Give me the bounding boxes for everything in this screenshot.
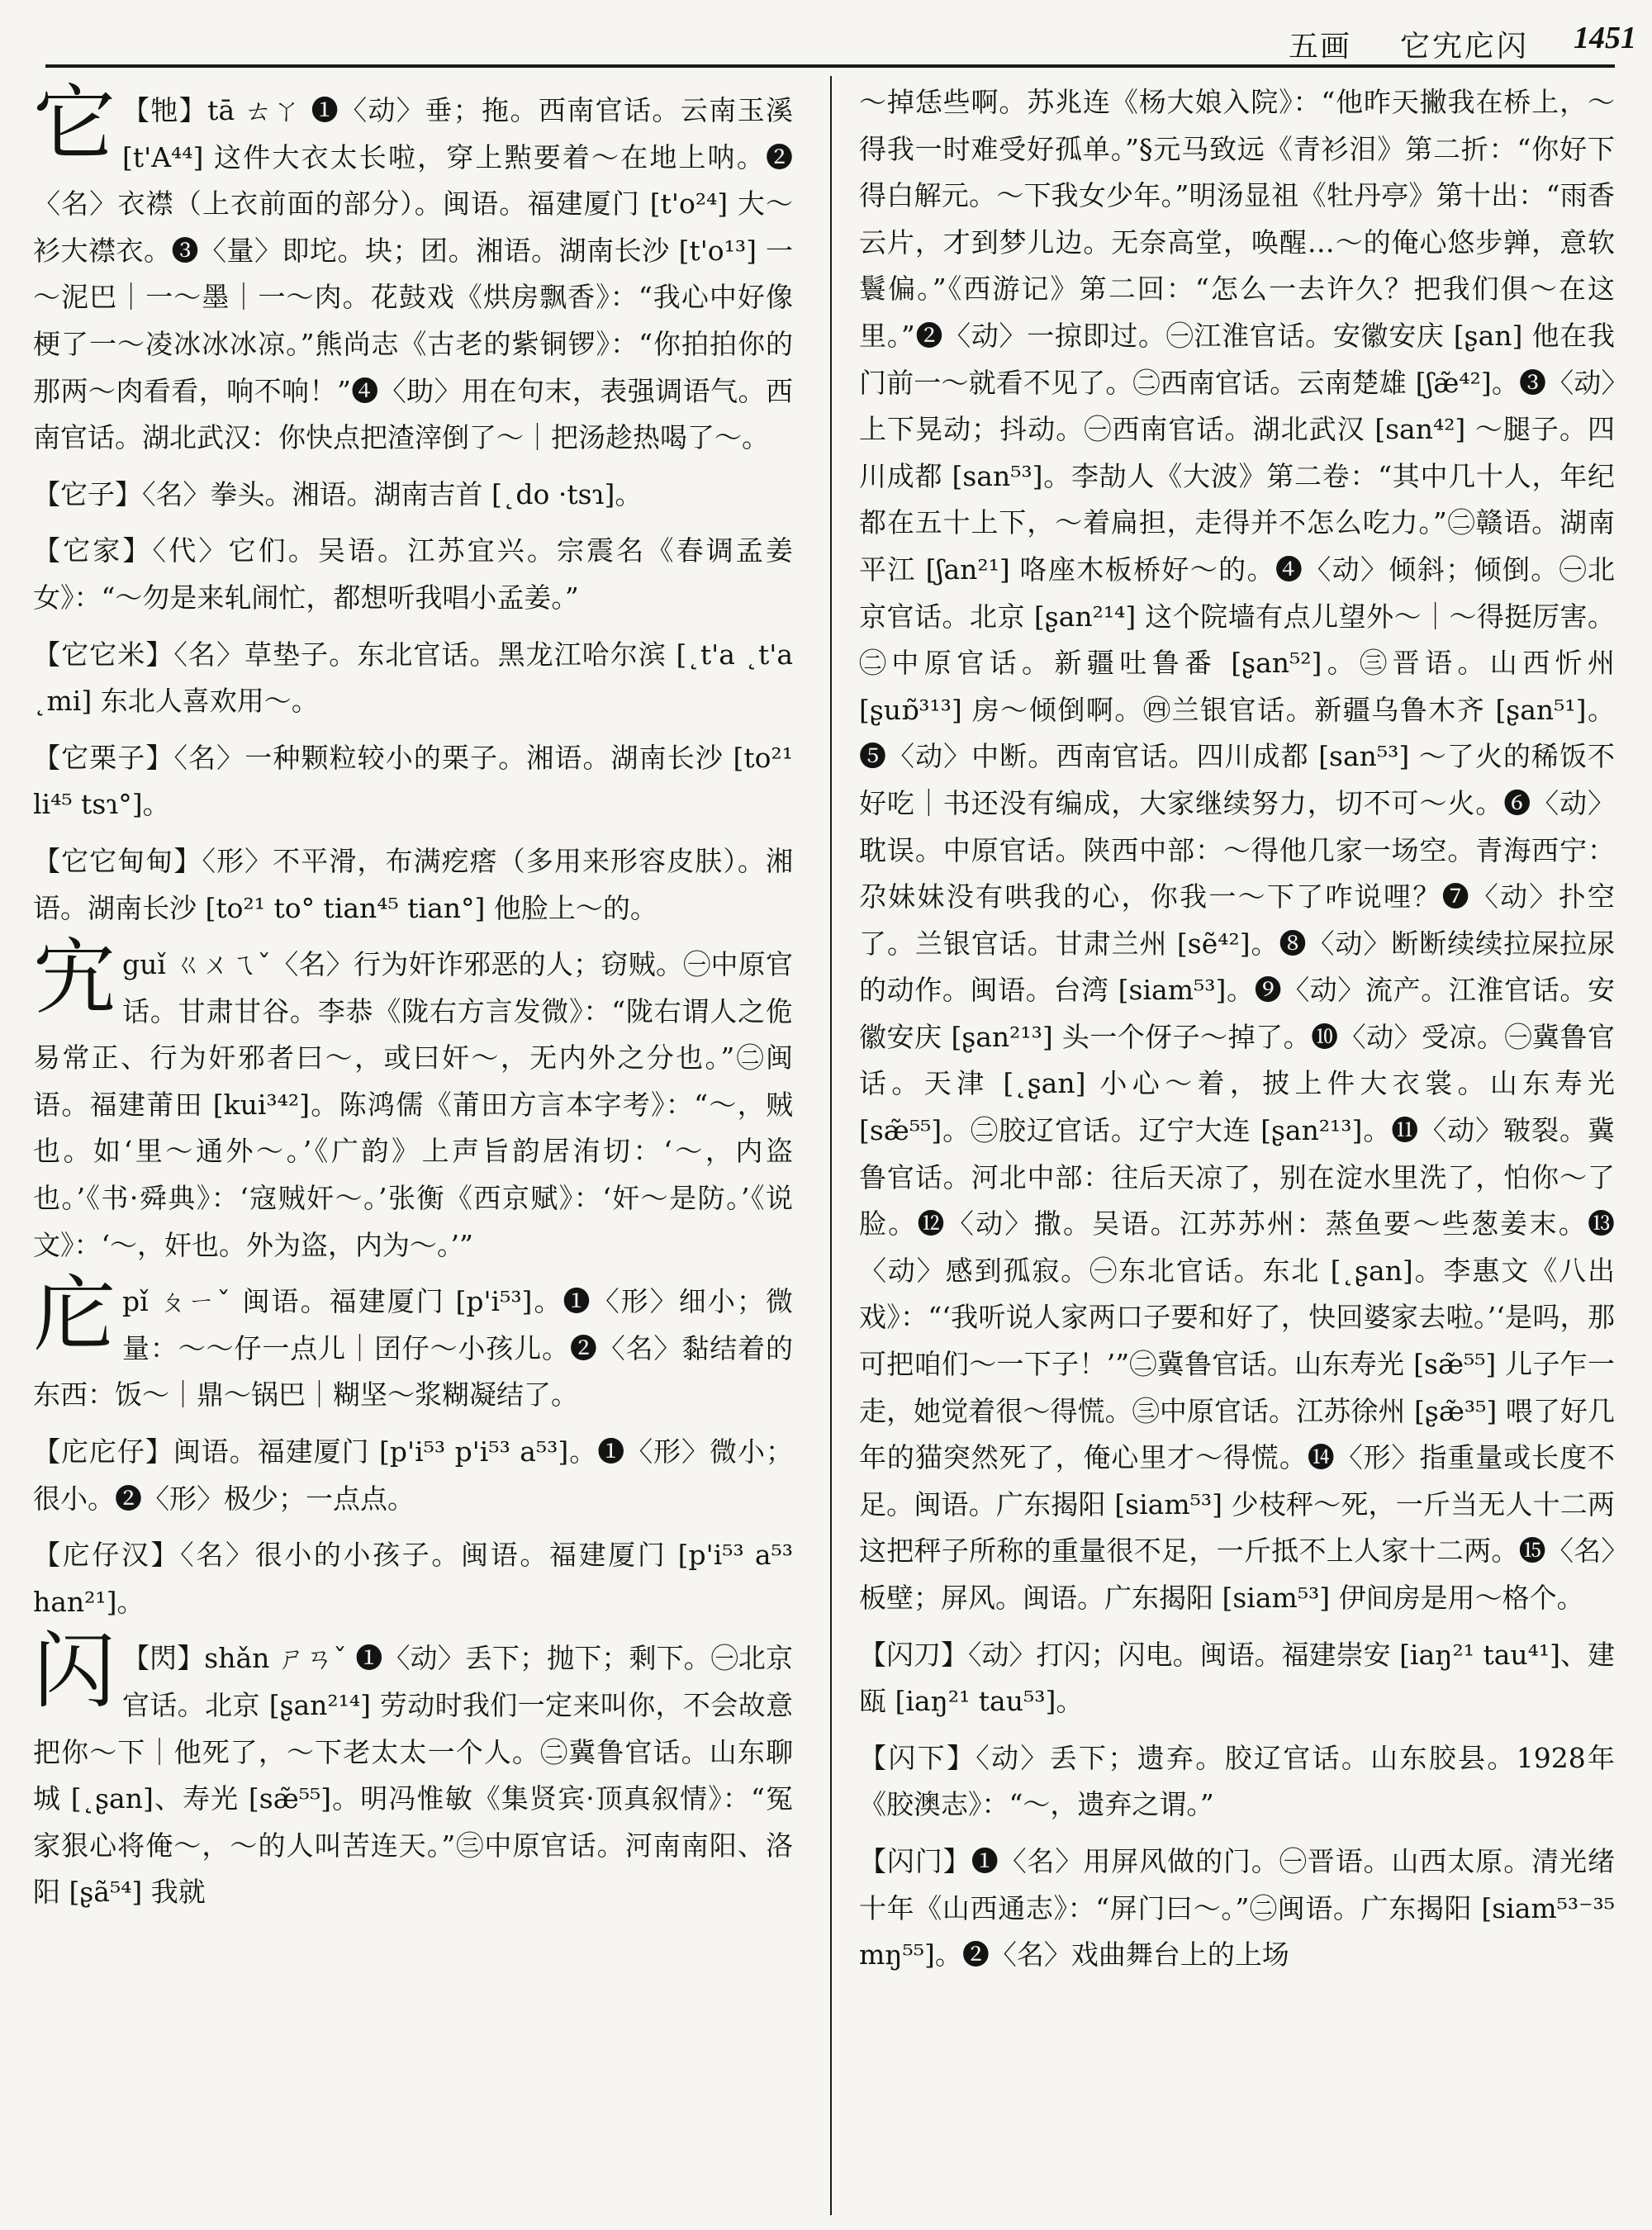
entry-tajia: [33, 528, 793, 621]
entry-shan: [33, 1623, 793, 1916]
column-divider: [830, 76, 832, 2215]
headword-char: 闪: [33, 1623, 116, 1720]
entry-text: pǐ ㄆㄧˇ 闽语。福建厦门 [p'i⁵³]。❶〈形〉细小；微量：～～仔一点儿｜囝仔～小孩儿。❷〈名〉黏结着的东西：饭～｜鼎～锅巴｜糊坚～浆糊凝结了。: [33, 1285, 793, 1412]
left-column: [33, 75, 793, 1926]
entry-text: 【它它甸甸】〈形〉不平滑，布满疙瘩（多用来形容皮肤）。湘语。湖南长沙 [to²¹ to° tian⁴⁵ tian°] 他脸上～的。: [33, 844, 793, 924]
entry-shan-continued: [859, 79, 1615, 1622]
entry-text: 【庀仔汉】〈名〉很小的小孩子。闽语。福建厦门 [p'i⁵³ a⁵³ han²¹]。: [33, 1539, 793, 1618]
entry-text: 【闪门】❶〈名〉用屏风做的门。㊀晋语。山西太原。清光绪十年《山西通志》：“屏门曰～。”㊁闽语。广东揭阳 [siam⁵³⁻³⁵ mŋ⁵⁵]。❷〈名〉戏曲舞台上的上场: [859, 1844, 1615, 1971]
entry-talizi: [33, 735, 793, 828]
entry-shanmen: [859, 1839, 1615, 1979]
entry-text: 【它家】〈代〉它们。吴语。江苏宜兴。宗震名《春调孟姜女》：“～勿是来轧闹忙，都想听我唱小孟姜。”: [33, 534, 793, 614]
entry-tatadiandian: [33, 838, 793, 932]
header-section: 五画: [1289, 30, 1352, 64]
entry-text: 【它子】〈名〉拳头。湘语。湖南吉首 [˛do ·tsɿ]。: [33, 477, 643, 510]
entry-gui: [33, 929, 793, 1269]
entry-text: 【牠】tā ㄊㄚ ❶〈动〉垂；拖。西南官话。云南玉溪 [t'A⁴⁴] 这件大衣太长啦，穿上㸃要着～在地上呐。❷〈名〉衣襟（上衣前面的部分）。闽语。福建厦门 [t'o²⁴] 大～衫大襟衣。❸〈量〉即坨。块；团。湘语。湖南长沙 [t'o¹³] 一～泥巴｜一～墨｜一～肉。花鼓戏《烘房飘香》：“我心中好像梗了一～凌冰冰冰凉。”熊尚志《古老的紫铜锣》：“你拍拍你的那两～肉看看，响不响！”❹〈助〉用在句末，表强调语气。西南官话。湖北武汉：你快点把渣滓倒了～｜把汤趁热喝了～。: [33, 94, 793, 454]
entry-text: 【庀庀仔】闽语。福建厦门 [p'i⁵³ p'i⁵³ a⁵³]。❶〈形〉微小；很小。❷〈形〉极少；一点点。: [33, 1435, 793, 1515]
entry-tazi: [33, 472, 793, 519]
entry-text: 【闪下】〈动〉丢下；遗弃。胶辽官话。山东胶县。1928年《胶澳志》：“～，遗弃之谓。”: [859, 1741, 1615, 1821]
page-header: [45, 15, 1636, 64]
right-column: [859, 79, 1615, 1989]
entry-ta: [33, 75, 793, 462]
entry-pipizai: [33, 1429, 793, 1522]
entry-tatami: [33, 632, 793, 725]
entry-shanxia: [859, 1735, 1615, 1829]
entry-text: 【闪刀】〈动〉打闪；闪电。闽语。福建崇安 [iaŋ²¹ tau⁴¹]、建瓯 [iaŋ²¹ tau⁵³]。: [859, 1638, 1615, 1718]
headword-char: 庀: [33, 1266, 116, 1364]
entry-text: 【它栗子】〈名〉一种颗粒较小的栗子。湘语。湖南长沙 [to²¹ li⁴⁵ tsɿ°]。: [33, 741, 793, 821]
entry-shandao: [859, 1632, 1615, 1725]
entry-pi: [33, 1266, 793, 1419]
entry-text: ～掉恁些啊。苏兆连《杨大娘入院》：“他昨天撇我在桥上，～得我一时难受好孤单。”§元马致远《青衫泪》第二折：“你好下得白解元。～下我女少年。”明汤显祖《牡丹亭》第十出：“雨香云片，才到梦儿边。无奈高堂，唤醒…～的俺心悠步亸，意软鬟偏。”《西游记》第二回：“怎么一去许久？把我们俱～在这里。”❷〈动〉一掠即过。㊀江淮官话。安徽安庆 [ʂan] 他在我门前一～就看不见了。㊁西南官话。云南楚雄 [ʃæ̃⁴²]。❸〈动〉上下晃动；抖动。㊀西南官话。湖北武汉 [san⁴²] ～腿子。四川成都 [san⁵³]。李劼人《大波》第二卷：“其中几十人，年纪都在五十上下，～着扁担，走得并不怎么吃力。”㊁赣语。湖南平江 [ʃan²¹] 咯座木板桥好～的。❹〈动〉倾斜；倾倒。㊀北京官话。北京 [ʂan²¹⁴] 这个院墙有点儿望外～｜～得挺厉害。㊁中原官话。新疆吐鲁番 [ʂan⁵²]。㊂晋语。山西忻州 [ʂuɒ̃³¹³] 房～倾倒啊。㊃兰银官话。新疆乌鲁木齐 [ʂan⁵¹]。❺〈动〉中断。西南官话。四川成都 [san⁵³] ～了火的稀饭不好吃｜书还没有编成，大家继续努力，切不可～火。❻〈动〉耽误。中原官话。陕西中部：～得他几家一场空。青海西宁：尕妹妹没有哄我的心，你我一～下了咋说哩？❼〈动〉扑空了。兰银官话。甘肃兰州 [sẽ⁴²]。❽〈动〉断断续续拉屎拉尿的动作。闽语。台湾 [siam⁵³]。❾〈动〉流产。江淮官话。安徽安庆 [ʂan²¹³] 头一个伢子～掉了。❿〈动〉受凉。㊀冀鲁官话。天津 [˛ʂan] 小心～着，披上件大衣裳。山东寿光 [sæ̃⁵⁵]。㊁胶辽官话。辽宁大连 [ʂan²¹³]。⓫〈动〉皲裂。冀鲁官话。河北中部：往后天凉了，别在淀水里洗了，怕你～了脸。⓬〈动〉撒。吴语。江苏苏州：蒸鱼要～些葱姜末。⓭〈动〉感到孤寂。㊀东北官话。东北 [˛ʂan]。李惠文《八出戏》：“‘我听说人家两口子要和好了，快回婆家去啦。’‘是吗，那可把咱们～一下子！’”㊁冀鲁官话。山东寿光 [sæ̃⁵⁵] 儿子乍一走，她觉着很～得慌。㊂中原官话。江苏徐州 [ʂæ̃³⁵] 喂了好几年的猫突然死了，俺心里才～得慌。⓮〈形〉指重量或长度不足。闽语。广东揭阳 [siam⁵³] 少枝秤～死，一斤当无人十二两这把秤子所称的重量很不足，一斤抵不上人家十二两。⓯〈名〉板壁；屏风。闽语。广东揭阳 [siam⁵³] 伊间房是用～格个。: [859, 86, 1615, 1614]
entry-text: 【閃】shǎn ㄕㄢˇ ❶〈动〉丢下；抛下；剩下。㊀北京官话。北京 [ʂan²¹⁴] 劳动时我们一定来叫你，不会故意把你～下｜他死了，～下老太太一个人。㊁冀鲁官话。山东聊城 [˛ʂan]、寿光 [sæ̃⁵⁵]。明冯惟敏《集贤宾·顶真叙情》：“冤家狠心将俺～，～的人叫苦连天。”㊂中原官话。河南南阳、洛阳 [ʂã⁵⁴] 我就: [33, 1642, 793, 1909]
header-rule: [45, 64, 1615, 68]
entry-text: guǐ ㄍㄨㄟˇ〈名〉行为奸诈邪恶的人；窃贼。㊀中原官话。甘肃甘谷。李恭《陇右方言发微》：“陇右谓人之佹易常正、行为奸邪者曰～，或曰奸～，无内外之分也。”㊁闽语。福建莆田 [kui³⁴²]。陈鸿儒《莆田方言本字考》：“～，贼也。如‘里～通外～。’《广韵》上声旨韵居洧切：‘～，内盗也。’《书·舜典》：‘寇贼奸～。’张衡《西京赋》：‘奸～是防。’《说文》：‘～，奸也。外为盗，内为～。’”: [33, 948, 793, 1261]
headword-char: 它: [33, 75, 116, 172]
page-number: 1451: [1574, 21, 1636, 55]
entry-pizaihan: [33, 1532, 793, 1625]
header-words: 它宄庀闪: [1400, 30, 1530, 64]
headword-char: 宄: [33, 929, 116, 1027]
entry-text: 【它它米】〈名〉草垫子。东北官话。黑龙江哈尔滨 [˛t'a ˛t'a ˛mi] 东北人喜欢用～。: [33, 638, 793, 718]
